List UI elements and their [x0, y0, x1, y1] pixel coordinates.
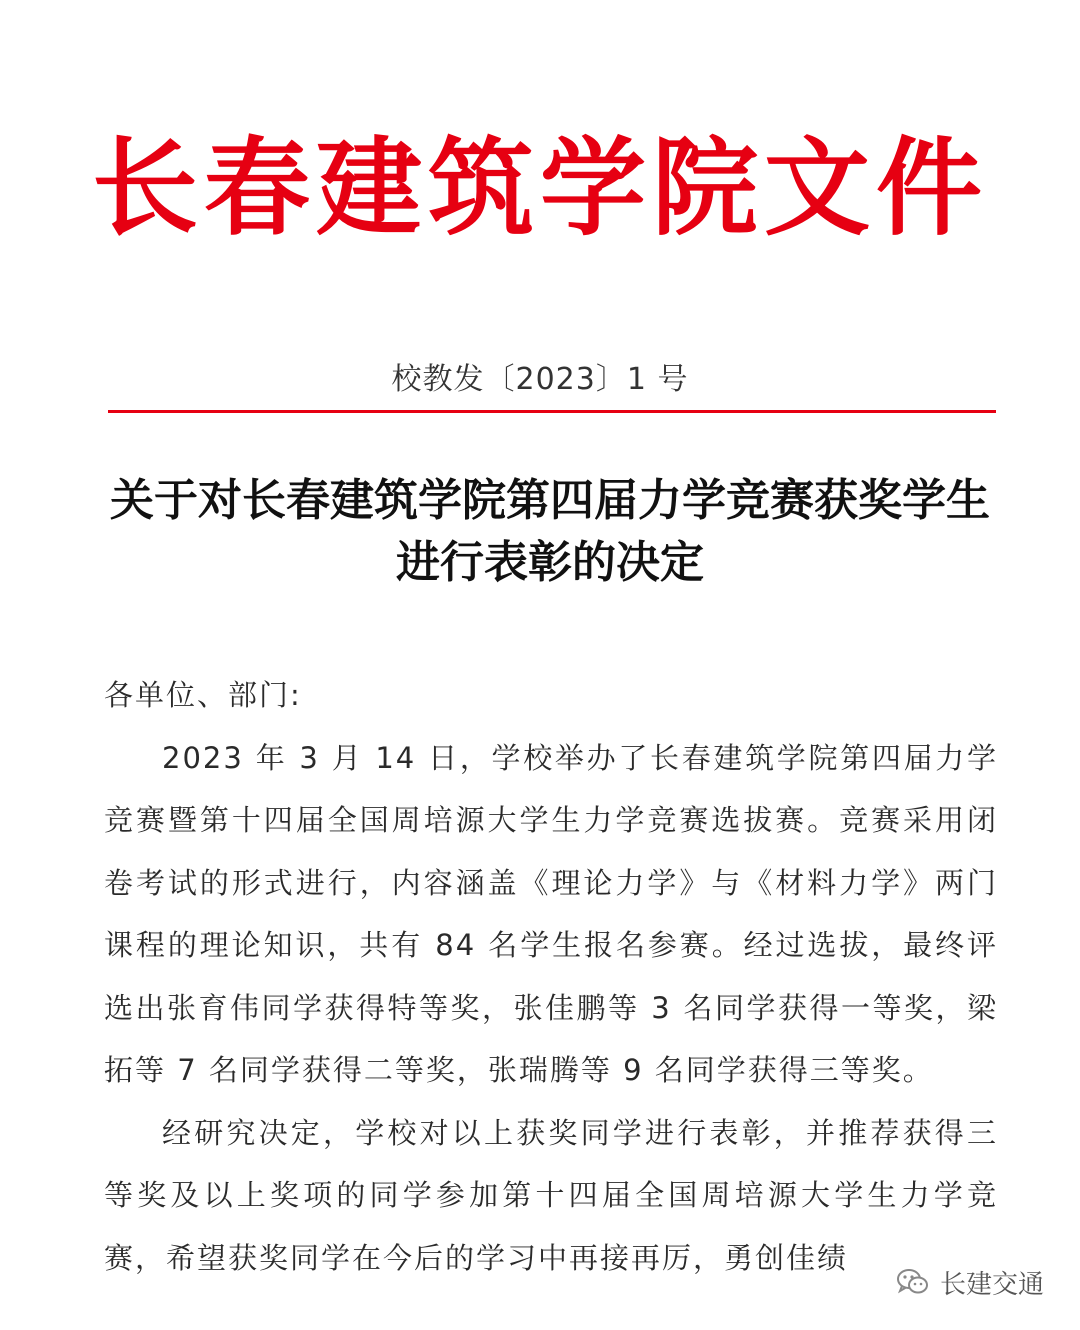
document-title-line-1: 关于对长春建筑学院第四届力学竞赛获奖学生	[110, 475, 990, 526]
wechat-icon	[896, 1267, 930, 1297]
salutation: 各单位、部门:	[104, 678, 302, 712]
watermark-label: 长建交通	[939, 1269, 1044, 1300]
red-divider-rule	[108, 410, 996, 413]
body-paragraph-2: 经研究决定，学校对以上获奖同学进行表彰，并推荐获得三等奖及以上奖项的同学参加第十四届全国周培源大学生力学竞赛，希望获奖同学在今后的学习中再接再厉，勇创佳绩	[104, 1115, 998, 1275]
document-title-line-2: 进行表彰的决定	[396, 537, 704, 588]
document-number: 校教发〔2023〕1 号	[391, 362, 689, 397]
masthead-title: 长春建筑学院文件	[92, 125, 988, 250]
document-title	[80, 470, 1020, 594]
document-body	[104, 664, 998, 1289]
body-paragraph-1: 2023 年 3 月 14 日，学校举办了长春建筑学院第四届力学竞赛暨第十四届全国周培源大学生力学竞赛选拔赛。竞赛采用闭卷考试的形式进行，内容涵盖《理论力学》与《材料力学》两门课程的理论知识，共有 84 名学生报名参赛。经过选拔，最终评选出张育伟同学获得特等奖，张佳鹏等 3 名同学获得一等奖，梁拓等 7 名同学获得二等奖，张瑞腾等 9 名同学获得三等奖。	[104, 740, 998, 1087]
account-watermark	[888, 1258, 1048, 1306]
